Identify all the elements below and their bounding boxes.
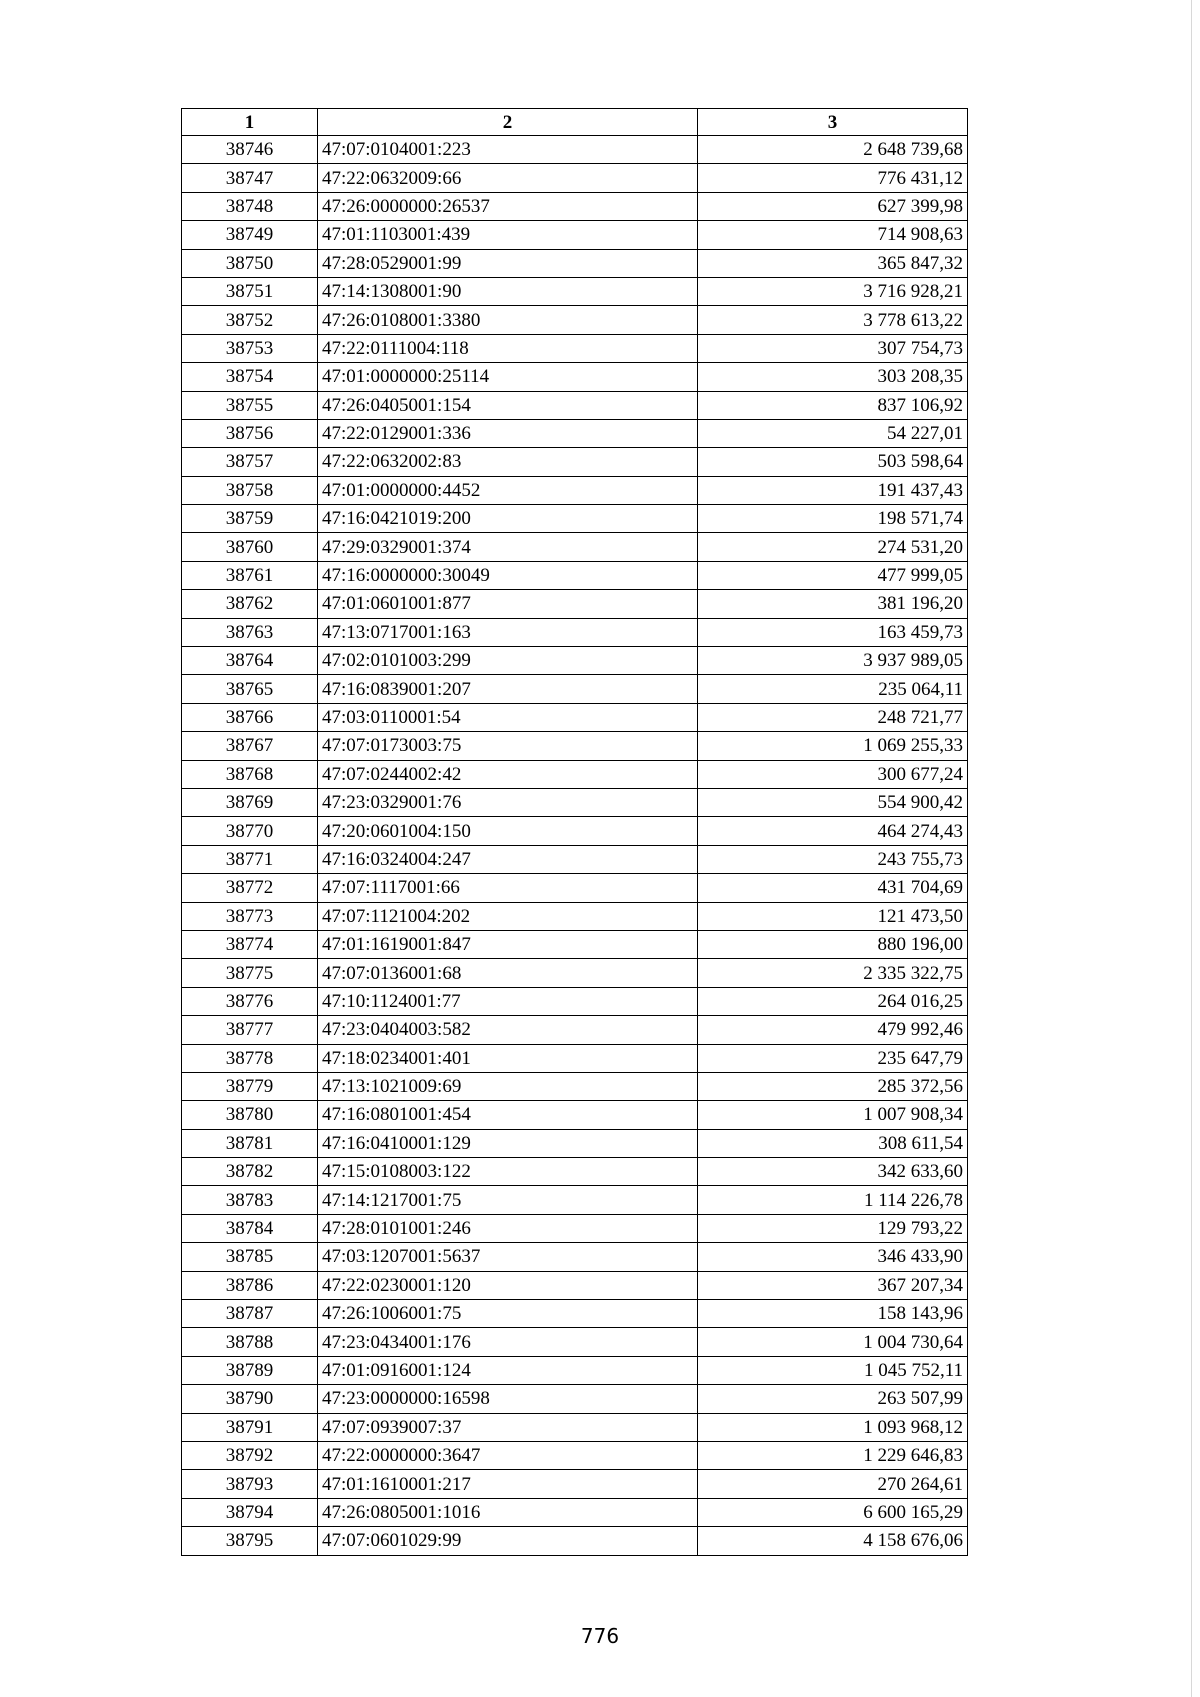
row-number-cell: 38794 [182,1498,318,1526]
table-row [182,561,968,589]
table-row [182,1300,968,1328]
row-number-cell: 38776 [182,987,318,1015]
table-row [182,1413,968,1441]
table-row [182,590,968,618]
cadastral-number-cell: 47:01:0601001:877 [318,590,698,618]
cadastral-number-cell: 47:13:0717001:163 [318,618,698,646]
cadastral-number-cell: 47:22:0230001:120 [318,1271,698,1299]
table-row [182,1441,968,1469]
table-row [182,1072,968,1100]
row-number-cell: 38791 [182,1413,318,1441]
cadastral-number-cell: 47:16:0801001:454 [318,1101,698,1129]
row-number-cell: 38775 [182,959,318,987]
table-row [182,1356,968,1384]
value-cell: 2 648 739,68 [698,136,968,164]
row-number-cell: 38758 [182,476,318,504]
table-row [182,760,968,788]
cadastral-number-cell: 47:10:1124001:77 [318,987,698,1015]
cadastral-number-cell: 47:02:0101003:299 [318,647,698,675]
table-row [182,1158,968,1186]
row-number-cell: 38755 [182,391,318,419]
cadastral-number-cell: 47:26:0405001:154 [318,391,698,419]
row-number-cell: 38749 [182,221,318,249]
value-cell: 880 196,00 [698,930,968,958]
cadastral-number-cell: 47:22:0632002:83 [318,448,698,476]
cadastral-number-cell: 47:23:0000000:16598 [318,1385,698,1413]
table-row [182,363,968,391]
row-number-cell: 38752 [182,306,318,334]
row-number-cell: 38788 [182,1328,318,1356]
table-body [182,136,968,1556]
value-cell: 342 633,60 [698,1158,968,1186]
value-cell: 300 677,24 [698,760,968,788]
value-cell: 1 229 646,83 [698,1441,968,1469]
value-cell: 627 399,98 [698,192,968,220]
table-row [182,192,968,220]
value-cell: 285 372,56 [698,1072,968,1100]
row-number-cell: 38774 [182,930,318,958]
value-cell: 381 196,20 [698,590,968,618]
cadastral-number-cell: 47:26:0805001:1016 [318,1498,698,1526]
row-number-cell: 38751 [182,277,318,305]
cadastral-number-cell: 47:07:0939007:37 [318,1413,698,1441]
value-cell: 554 900,42 [698,788,968,816]
table-row [182,448,968,476]
value-cell: 3 716 928,21 [698,277,968,305]
page-edge-line [1191,0,1192,1697]
value-cell: 503 598,64 [698,448,968,476]
value-cell: 129 793,22 [698,1214,968,1242]
row-number-cell: 38750 [182,249,318,277]
row-number-cell: 38747 [182,164,318,192]
cadastral-number-cell: 47:07:0244002:42 [318,760,698,788]
table-header [182,109,968,136]
row-number-cell: 38783 [182,1186,318,1214]
header-col-1: 1 [182,109,318,136]
value-cell: 121 473,50 [698,902,968,930]
cadastral-number-cell: 47:22:0632009:66 [318,164,698,192]
table-row [182,1044,968,1072]
table-row [182,618,968,646]
cadastral-number-cell: 47:01:1610001:217 [318,1470,698,1498]
cadastral-number-cell: 47:22:0111004:118 [318,334,698,362]
row-number-cell: 38748 [182,192,318,220]
table-row [182,505,968,533]
value-cell: 367 207,34 [698,1271,968,1299]
row-number-cell: 38786 [182,1271,318,1299]
header-row [182,109,968,136]
table-row [182,1328,968,1356]
cadastral-number-cell: 47:01:0000000:4452 [318,476,698,504]
value-cell: 1 093 968,12 [698,1413,968,1441]
table-row [182,703,968,731]
cadastral-number-cell: 47:07:1117001:66 [318,874,698,902]
cadastral-number-cell: 47:03:0110001:54 [318,703,698,731]
value-cell: 3 937 989,05 [698,647,968,675]
cadastral-number-cell: 47:16:0421019:200 [318,505,698,533]
value-cell: 431 704,69 [698,874,968,902]
table-row [182,874,968,902]
cadastral-number-cell: 47:23:0434001:176 [318,1328,698,1356]
row-number-cell: 38793 [182,1470,318,1498]
table-row [182,845,968,873]
value-cell: 837 106,92 [698,391,968,419]
cadastral-number-cell: 47:01:1619001:847 [318,930,698,958]
table-row [182,419,968,447]
value-cell: 477 999,05 [698,561,968,589]
value-cell: 2 335 322,75 [698,959,968,987]
cadastral-number-cell: 47:07:0136001:68 [318,959,698,987]
row-number-cell: 38765 [182,675,318,703]
value-cell: 263 507,99 [698,1385,968,1413]
table-row [182,1016,968,1044]
row-number-cell: 38795 [182,1527,318,1555]
table-row [182,817,968,845]
row-number-cell: 38781 [182,1129,318,1157]
row-number-cell: 38757 [182,448,318,476]
value-cell: 714 908,63 [698,221,968,249]
cadastral-number-cell: 47:28:0101001:246 [318,1214,698,1242]
row-number-cell: 38766 [182,703,318,731]
value-cell: 464 274,43 [698,817,968,845]
cadastral-number-cell: 47:29:0329001:374 [318,533,698,561]
row-number-cell: 38773 [182,902,318,930]
table-row [182,533,968,561]
row-number-cell: 38780 [182,1101,318,1129]
value-cell: 303 208,35 [698,363,968,391]
table-row [182,647,968,675]
cadastral-number-cell: 47:01:0916001:124 [318,1356,698,1384]
row-number-cell: 38760 [182,533,318,561]
cadastral-number-cell: 47:22:0000000:3647 [318,1441,698,1469]
value-cell: 479 992,46 [698,1016,968,1044]
row-number-cell: 38761 [182,561,318,589]
cadastral-number-cell: 47:07:1121004:202 [318,902,698,930]
table-row [182,136,968,164]
header-col-2: 2 [318,109,698,136]
cadastral-number-cell: 47:15:0108003:122 [318,1158,698,1186]
value-cell: 1 045 752,11 [698,1356,968,1384]
row-number-cell: 38756 [182,419,318,447]
value-cell: 776 431,12 [698,164,968,192]
value-cell: 191 437,43 [698,476,968,504]
value-cell: 4 158 676,06 [698,1527,968,1555]
cadastral-number-cell: 47:22:0129001:336 [318,419,698,447]
row-number-cell: 38771 [182,845,318,873]
value-cell: 6 600 165,29 [698,1498,968,1526]
value-cell: 248 721,77 [698,703,968,731]
value-cell: 264 016,25 [698,987,968,1015]
value-cell: 3 778 613,22 [698,306,968,334]
table-row [182,1186,968,1214]
table-row [182,902,968,930]
value-cell: 270 264,61 [698,1470,968,1498]
cadastral-number-cell: 47:26:0000000:26537 [318,192,698,220]
table-row [182,959,968,987]
value-cell: 1 007 908,34 [698,1101,968,1129]
row-number-cell: 38777 [182,1016,318,1044]
row-number-cell: 38754 [182,363,318,391]
row-number-cell: 38772 [182,874,318,902]
table-row [182,249,968,277]
cadastral-number-cell: 47:16:0410001:129 [318,1129,698,1157]
table-row [182,732,968,760]
header-col-3: 3 [698,109,968,136]
cadastral-number-cell: 47:23:0404003:582 [318,1016,698,1044]
table-row [182,476,968,504]
row-number-cell: 38762 [182,590,318,618]
table-row [182,164,968,192]
table-row [182,221,968,249]
cadastral-number-cell: 47:16:0000000:30049 [318,561,698,589]
cadastral-table [181,108,968,1556]
cadastral-number-cell: 47:18:0234001:401 [318,1044,698,1072]
cadastral-number-cell: 47:01:1103001:439 [318,221,698,249]
cadastral-number-cell: 47:14:1217001:75 [318,1186,698,1214]
row-number-cell: 38746 [182,136,318,164]
cadastral-number-cell: 47:16:0324004:247 [318,845,698,873]
row-number-cell: 38759 [182,505,318,533]
row-number-cell: 38763 [182,618,318,646]
value-cell: 308 611,54 [698,1129,968,1157]
cadastral-number-cell: 47:07:0601029:99 [318,1527,698,1555]
table-row [182,1101,968,1129]
row-number-cell: 38792 [182,1441,318,1469]
value-cell: 1 069 255,33 [698,732,968,760]
value-cell: 365 847,32 [698,249,968,277]
table-row [182,1129,968,1157]
row-number-cell: 38779 [182,1072,318,1100]
row-number-cell: 38789 [182,1356,318,1384]
table-row [182,391,968,419]
table-row [182,1498,968,1526]
table-row [182,1214,968,1242]
row-number-cell: 38790 [182,1385,318,1413]
row-number-cell: 38785 [182,1243,318,1271]
row-number-cell: 38770 [182,817,318,845]
table-row [182,788,968,816]
cadastral-number-cell: 47:07:0173003:75 [318,732,698,760]
value-cell: 307 754,73 [698,334,968,362]
value-cell: 235 647,79 [698,1044,968,1072]
value-cell: 274 531,20 [698,533,968,561]
table-row [182,277,968,305]
cadastral-number-cell: 47:23:0329001:76 [318,788,698,816]
table-row [182,1243,968,1271]
row-number-cell: 38764 [182,647,318,675]
value-cell: 243 755,73 [698,845,968,873]
table-row [182,987,968,1015]
row-number-cell: 38787 [182,1300,318,1328]
value-cell: 346 433,90 [698,1243,968,1271]
cadastral-number-cell: 47:13:1021009:69 [318,1072,698,1100]
row-number-cell: 38768 [182,760,318,788]
page-number: 776 [580,1624,620,1648]
value-cell: 235 064,11 [698,675,968,703]
table-row [182,1527,968,1555]
row-number-cell: 38782 [182,1158,318,1186]
table-row [182,1385,968,1413]
cadastral-number-cell: 47:20:0601004:150 [318,817,698,845]
cadastral-number-cell: 47:26:1006001:75 [318,1300,698,1328]
value-cell: 158 143,96 [698,1300,968,1328]
table-row [182,334,968,362]
value-cell: 1 114 226,78 [698,1186,968,1214]
cadastral-number-cell: 47:07:0104001:223 [318,136,698,164]
cadastral-number-cell: 47:01:0000000:25114 [318,363,698,391]
table-row [182,1470,968,1498]
value-cell: 1 004 730,64 [698,1328,968,1356]
cadastral-number-cell: 47:28:0529001:99 [318,249,698,277]
cadastral-number-cell: 47:14:1308001:90 [318,277,698,305]
table-row [182,675,968,703]
cadastral-number-cell: 47:26:0108001:3380 [318,306,698,334]
value-cell: 163 459,73 [698,618,968,646]
value-cell: 198 571,74 [698,505,968,533]
row-number-cell: 38767 [182,732,318,760]
value-cell: 54 227,01 [698,419,968,447]
table-row [182,930,968,958]
cadastral-number-cell: 47:03:1207001:5637 [318,1243,698,1271]
table-row [182,1271,968,1299]
table-row [182,306,968,334]
row-number-cell: 38769 [182,788,318,816]
cadastral-number-cell: 47:16:0839001:207 [318,675,698,703]
row-number-cell: 38753 [182,334,318,362]
row-number-cell: 38778 [182,1044,318,1072]
row-number-cell: 38784 [182,1214,318,1242]
